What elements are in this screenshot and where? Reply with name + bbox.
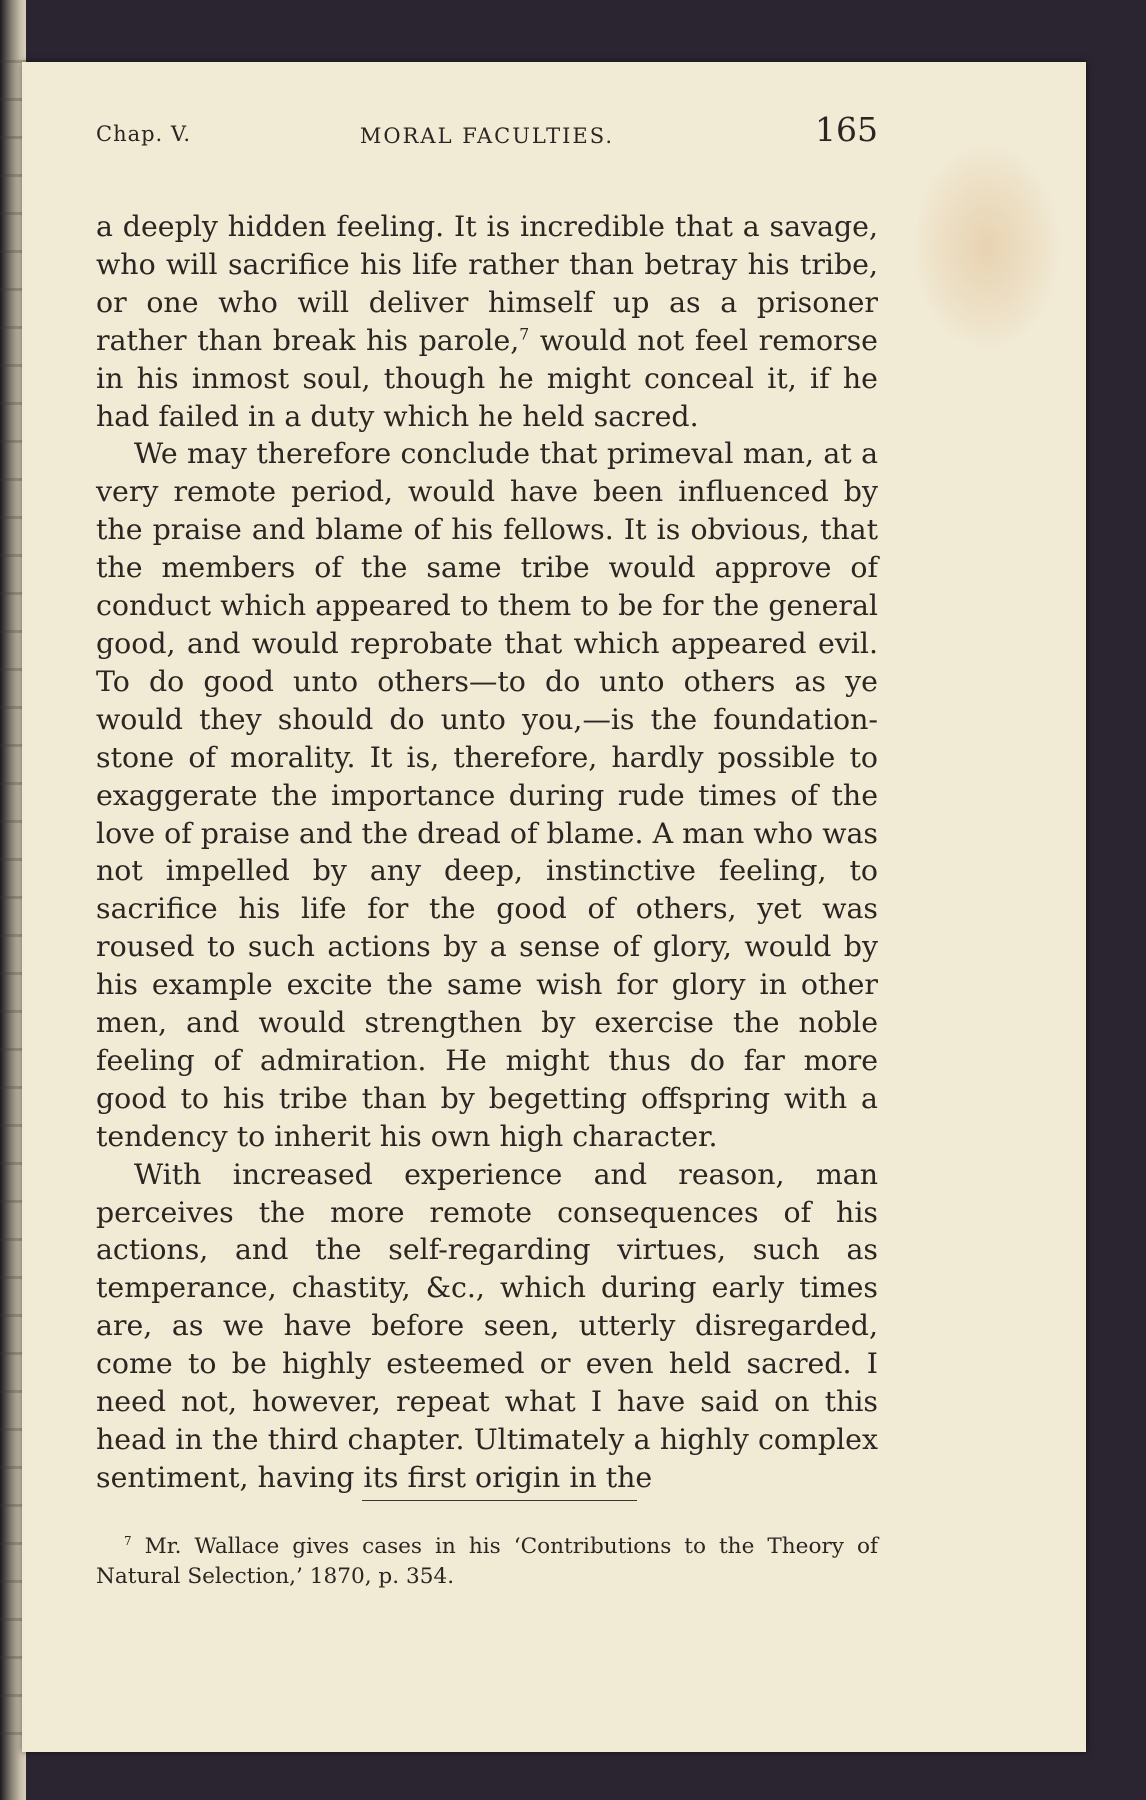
chapter-label: Chap. V. xyxy=(96,122,192,146)
body-text xyxy=(96,208,878,1497)
footnote-mark: 7 xyxy=(124,1533,132,1548)
paragraph-3: With increased experience and reason, man perceives the more remote consequences of his actions, and the self-regarding virtues, such as temperance, chastity, &c., which during early times are, as we have before seen, utterly disregarded, come to be highly esteemed or even held sacred. I need not, however, repeat what I have said on this head in the third chapter. Ultimately a highly complex sentiment, having its first origin in the xyxy=(96,1157,878,1494)
paper-stain xyxy=(912,142,1062,352)
footnote-text: Mr. Wallace gives cases in his ‘Contributions to the Theory of Natural Selection,’ 1870, p. 354. xyxy=(96,1534,878,1589)
paragraph-1-text-cont: would not feel remorse in his inmost soul, though he might conceal it, if he had failed in a duty which he held sacred. xyxy=(96,323,878,433)
page-number: 165 xyxy=(815,110,878,149)
paragraph-2: We may therefore conclude that primeval man, at a very remote period, would have been influenced by the praise and blame of his fellows. It is obvious, that the members of the same tribe would approve of conduct which appeared to them to be for the general good, and would reprobate that which appeared evil. To do good unto others—to do unto others as ye would they should do unto you,—is the foundation-stone of morality. It is, therefore, hardly possible to exaggerate the importance during rude times of the love of praise and the dread of blame. A man who was not impelled by any deep, instinctive feeling, to sacrifice his life for the good of others, yet was roused to such actions by a sense of glory, would by his example excite the same wish for glory in other men, and would strengthen by exercise the noble feeling of admiration. He might thus do far more good to his tribe than by begetting offspring with a tendency to inherit his own high character. xyxy=(96,437,878,1153)
footnote-rule xyxy=(362,1500,637,1501)
running-head xyxy=(96,108,878,158)
footnote-reference: 7 xyxy=(519,325,530,344)
paragraph-1-text: a deeply hidden feeling. It is incredible that a savage, who will sacrifice his life rather than betray his tribe, or one who will deliver himself up as a prisoner rather than break his parole, xyxy=(96,210,878,357)
paragraph-1 xyxy=(96,208,878,435)
chapter-title: MORAL FACULTIES. xyxy=(359,124,615,148)
footnote xyxy=(96,1532,878,1592)
